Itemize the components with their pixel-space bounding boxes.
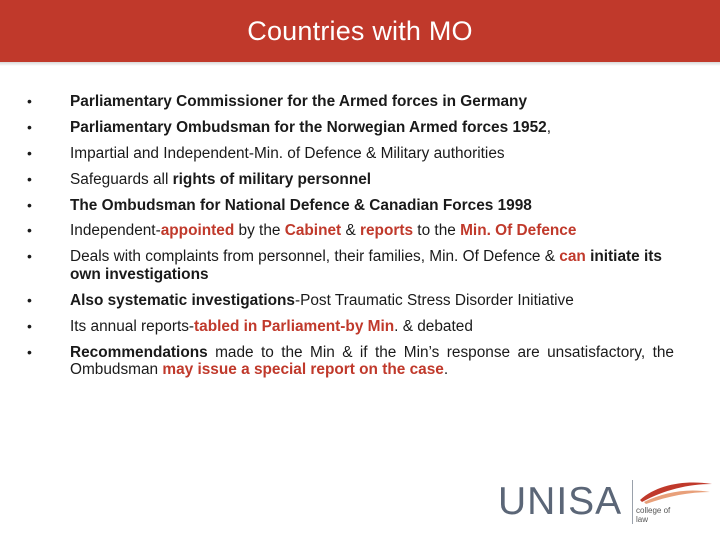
bullet-text-run: made to the Min & if the Min’s response are unsatisfactory, the Ombudsman — [70, 343, 674, 379]
bullet-item — [26, 119, 674, 137]
logo-swoosh-icon — [638, 478, 714, 504]
bullet-text-run: Min. Of Defence — [460, 222, 577, 240]
bullet-marker: • — [27, 343, 32, 360]
bullet-marker: • — [27, 222, 32, 239]
unisa-logo — [498, 478, 714, 528]
bullet-text-run: The Ombudsman for National Defence & Canadian Forces 1998 — [70, 196, 532, 214]
bullet-text-run: Independent- — [70, 222, 161, 240]
title-bar — [0, 0, 720, 62]
bullet-text-run: Also systematic investigations — [70, 291, 295, 309]
bullet-text — [70, 344, 674, 379]
bullet-text-run: . & debated — [394, 317, 473, 335]
logo-divider — [632, 480, 633, 524]
bullet-text-run: Its annual reports- — [70, 317, 195, 335]
bullet-text-run: by the — [234, 222, 285, 240]
bullet-text-run: can — [559, 248, 586, 266]
bullet-text — [70, 248, 674, 283]
bullet-text-run: tabled in Parliament-by Min — [194, 317, 395, 335]
bullet-text-run: may issue a special report on the case — [162, 361, 444, 379]
bullet-text-run: initiate its own investigations — [70, 248, 662, 283]
bullet-item — [26, 222, 674, 240]
bullet-text — [70, 93, 674, 111]
bullet-text-run: to the — [413, 222, 461, 240]
bullet-list — [26, 93, 674, 387]
bullet-text — [70, 222, 674, 240]
bullet-text-run: rights of military personnel — [172, 170, 372, 188]
bullet-text — [70, 318, 674, 336]
bullet-text-run: Safeguards all — [70, 170, 173, 188]
bullet-item — [26, 292, 674, 310]
bullet-item — [26, 93, 674, 111]
bullet-item — [26, 145, 674, 163]
bullet-text-run: -Post Traumatic Stress Disorder Initiative — [294, 291, 574, 309]
bullet-text-run: Parliamentary Ombudsman for the Norwegian Armed forces 1952 — [70, 118, 547, 136]
bullet-text-run: . — [443, 361, 449, 379]
bullet-text-run: & — [341, 222, 360, 240]
bullet-item — [26, 197, 674, 215]
bullet-marker: • — [27, 93, 32, 109]
bullet-item — [26, 248, 674, 283]
bullet-text-run: appointed — [160, 222, 235, 240]
bullet-text-run: Recommendations — [70, 343, 208, 361]
bullet-item — [26, 344, 674, 379]
bullet-text-run: reports — [360, 222, 414, 240]
bullet-text-run: Deals with complaints from personnel, their families, Min. Of Defence & — [70, 248, 560, 266]
bullet-item — [26, 318, 674, 336]
bullet-marker: • — [27, 118, 32, 135]
logo-wordmark: UNISA — [498, 480, 623, 523]
bullet-text-run: Cabinet — [284, 222, 342, 240]
bullet-text — [70, 292, 674, 310]
bullet-marker: • — [27, 196, 32, 213]
bullet-item — [26, 171, 674, 189]
bullet-text — [70, 145, 674, 163]
bullet-text — [70, 171, 674, 189]
bullet-text-run: Impartial and Independent-Min. of Defence & Military authorities — [70, 144, 505, 162]
bullet-marker: • — [27, 317, 32, 334]
bullet-marker: • — [27, 248, 32, 265]
slide-title: Countries with MO — [247, 15, 473, 46]
bullet-text-run: , — [546, 118, 551, 136]
bullet-text — [70, 119, 674, 137]
bullet-marker: • — [27, 144, 32, 161]
logo-subtitle: college of law — [636, 506, 671, 524]
bullet-text-run: Parliamentary Commissioner for the Armed forces in Germany — [70, 93, 528, 110]
bullet-marker: • — [27, 170, 32, 187]
bullet-marker: • — [27, 291, 32, 308]
bullet-text — [70, 197, 674, 215]
title-shadow — [0, 62, 720, 66]
